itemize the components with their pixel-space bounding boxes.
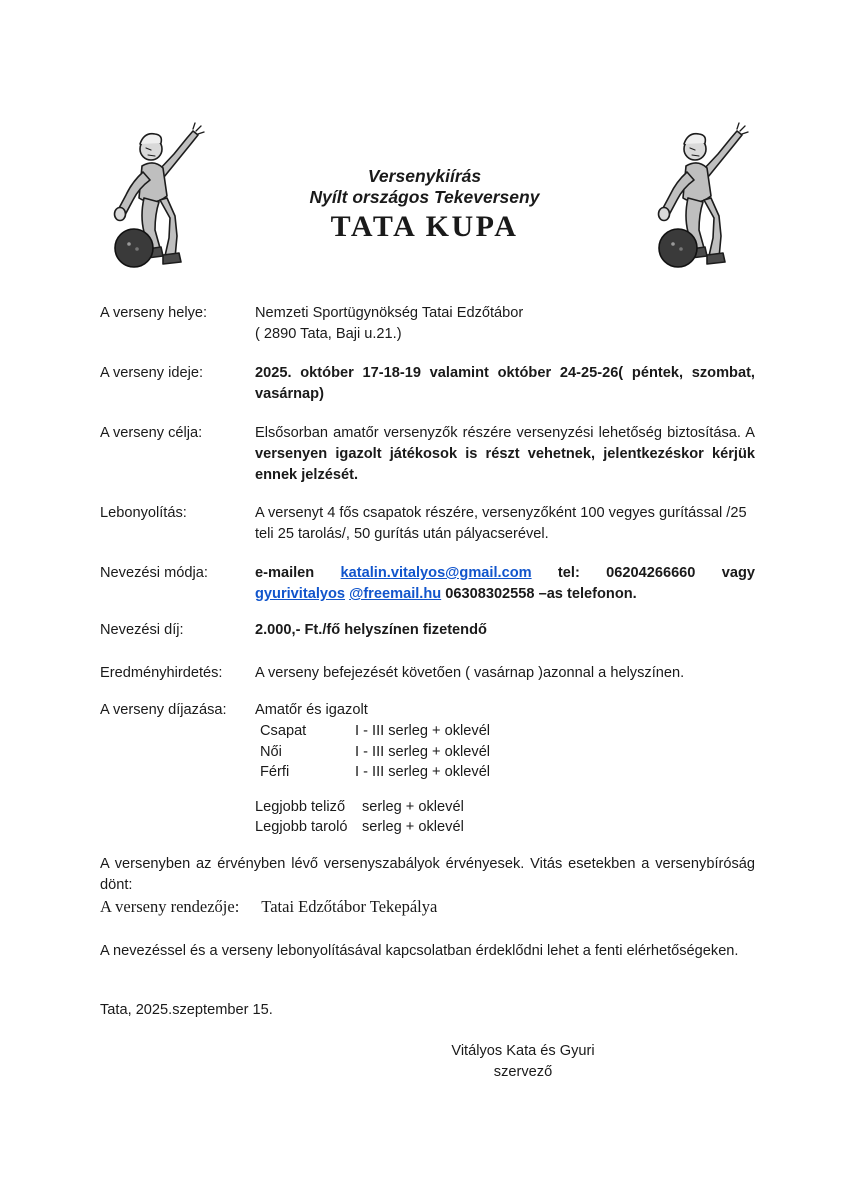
purpose-text-bold: versenyen igazolt játékosok is részt vehetnek, jelentkezéskor kérjük ennek jelzését. bbox=[255, 446, 755, 483]
document-subtitle-2: Nyílt országos Tekeverseny bbox=[309, 187, 540, 207]
prize-category: Legjobb teliző bbox=[255, 798, 346, 815]
section-entry-fee bbox=[100, 620, 755, 641]
prizes-label: A verseny díjazása: bbox=[100, 702, 227, 718]
results-value: A verseny befejezését követően ( vasárnap )azonnal a helyszínen. bbox=[255, 665, 685, 681]
prize-row-women bbox=[255, 742, 755, 763]
rules-paragraph: A versenyben az érvényben lévő versenyszabályok érvényesek. Vitás esetekben a versenybíróság dönt: bbox=[100, 855, 755, 893]
entry-fee-value: 2.000,- Ft./fő helyszínen fizetendő bbox=[255, 622, 487, 638]
prize-category: Férfi bbox=[260, 764, 290, 780]
prize-row-best-full bbox=[255, 797, 755, 818]
prize-row-team bbox=[255, 721, 755, 742]
section-results bbox=[100, 663, 755, 684]
prize-row-best-clear bbox=[255, 817, 755, 838]
prize-category: Női bbox=[260, 743, 282, 760]
prize-row-men bbox=[255, 762, 755, 783]
document-header bbox=[0, 0, 849, 272]
document-body bbox=[100, 303, 755, 1083]
date-place-line: Tata, 2025.szeptember 15. bbox=[100, 1001, 273, 1018]
prize-spacer bbox=[255, 783, 755, 797]
prize-award: I - III serleg + oklevél bbox=[355, 764, 491, 780]
section-entry-method bbox=[100, 563, 755, 605]
organizer-line bbox=[100, 896, 755, 917]
prizes-value bbox=[255, 700, 755, 838]
entry-method-label: Nevezési módja: bbox=[100, 565, 208, 581]
prizes-group-header: Amatőr és igazolt bbox=[255, 702, 368, 718]
entry-fee-label: Nevezési díj: bbox=[100, 622, 184, 638]
venue-line-1: Nemzeti Sportügynökség Tatai Edzőtábor bbox=[255, 305, 524, 321]
venue-label: A verseny helye: bbox=[100, 305, 208, 321]
email-link-gyuri-part2[interactable]: @freemail.hu bbox=[349, 586, 442, 602]
entry-method-suffix: 06308302558 –as telefonon. bbox=[441, 586, 637, 602]
section-venue bbox=[100, 303, 755, 345]
signature-name: Vitályos Kata és Gyuri bbox=[451, 1042, 595, 1059]
results-label: Eredményhirdetés: bbox=[100, 665, 223, 681]
prize-category: Legjobb taroló bbox=[255, 819, 348, 835]
purpose-value bbox=[255, 423, 755, 486]
prize-category: Csapat bbox=[260, 723, 307, 739]
venue-line-2: ( 2890 Tata, Baji u.21.) bbox=[255, 326, 402, 342]
section-date bbox=[100, 363, 755, 405]
date-label: A verseny ideje: bbox=[100, 365, 204, 381]
prize-award: I - III serleg + oklevél bbox=[355, 723, 491, 739]
contact-note: A nevezéssel és a verseny lebonyolításával kapcsolatban érdeklődni lehet a fenti elérhetőségeken. bbox=[100, 942, 739, 959]
entry-method-value bbox=[255, 563, 755, 605]
venue-value bbox=[255, 303, 755, 345]
entry-method-prefix: e-mailen bbox=[255, 565, 341, 581]
format-value: A versenyt 4 fős csapatok részére, versenyzőként 100 vegyes gurítással /25 teli 25 tarolás/, 50 gurítás után pályacserével. bbox=[255, 505, 747, 542]
purpose-label: A verseny célja: bbox=[100, 425, 203, 441]
date-value: 2025. október 17-18-19 valamint október 24-25-26( péntek, szombat, vasárnap) bbox=[255, 365, 755, 402]
prize-award: serleg + oklevél bbox=[362, 798, 464, 815]
organizer-value: Tatai Edzőtábor Tekepálya bbox=[261, 896, 438, 916]
document-title: TATA KUPA bbox=[330, 210, 519, 243]
organizer-label: A verseny rendezője: bbox=[100, 896, 240, 916]
section-purpose bbox=[100, 423, 755, 486]
section-format bbox=[100, 503, 755, 545]
signature-role: szervező bbox=[493, 1063, 553, 1080]
section-prizes bbox=[100, 700, 755, 838]
format-label: Lebonyolítás: bbox=[100, 505, 187, 521]
purpose-text-regular: Elsősorban amatőr versenyzők részére versenyzési lehetőség biztosítása. A bbox=[255, 425, 755, 441]
entry-method-middle: tel: 06204266660 vagy bbox=[531, 565, 756, 581]
prize-award: I - III serleg + oklevél bbox=[355, 743, 491, 760]
document-subtitle-1: Versenykiírás bbox=[367, 166, 482, 186]
email-link-katalin[interactable]: katalin.vitalyos@gmail.com bbox=[340, 565, 532, 581]
prize-award: serleg + oklevél bbox=[362, 819, 464, 835]
bowler-figure-icon bbox=[648, 120, 750, 272]
signature-block bbox=[373, 1041, 673, 1083]
email-link-gyuri-part1[interactable]: gyurivitalyos bbox=[255, 586, 346, 602]
